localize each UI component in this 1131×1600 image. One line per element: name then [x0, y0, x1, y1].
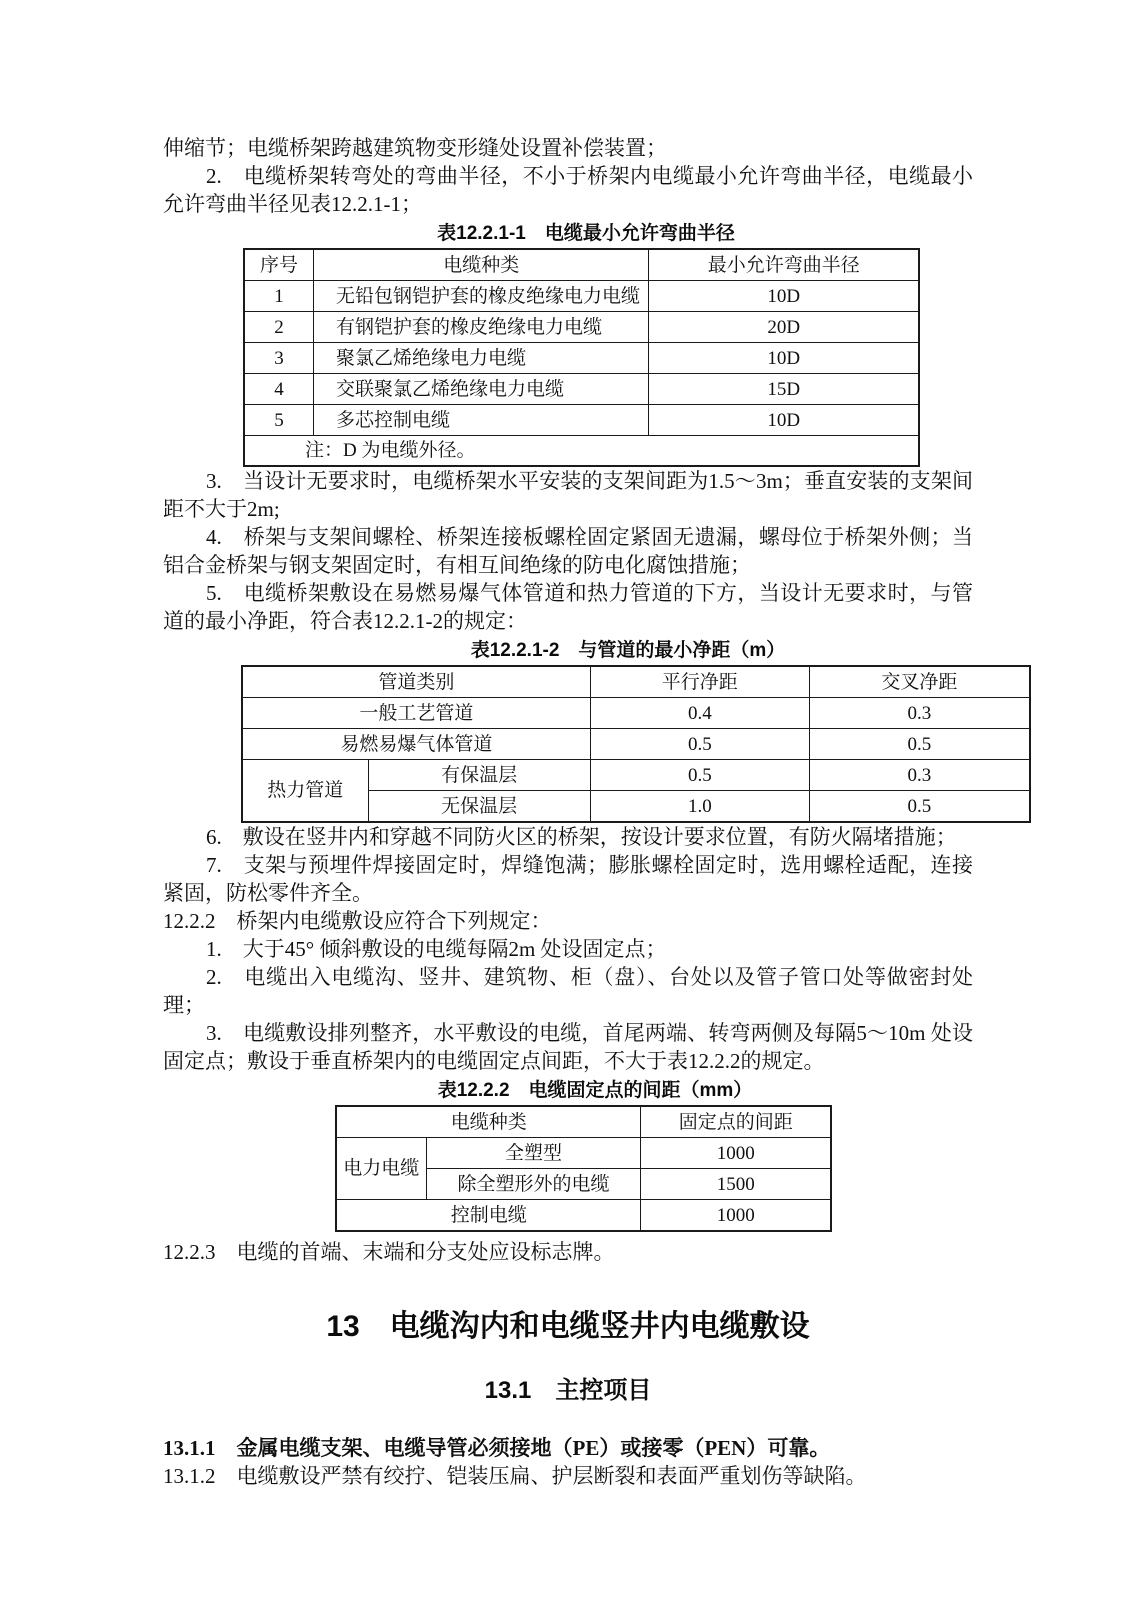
- sublist-item-1: 1. 大于45° 倾斜敷设的电缆每隔2m 处设固定点；: [206, 937, 667, 961]
- list-item-2: 2. 电缆桥架转弯处的弯曲半径，不小于桥架内电缆最小允许弯曲半径，电缆最小允许弯曲半径见表12.2.1-1；: [163, 164, 973, 216]
- table-header-row: [244, 249, 919, 281]
- cell-parallel: 0.5: [590, 729, 809, 760]
- cell-cross: 0.3: [809, 760, 1030, 791]
- table-row: [336, 1138, 831, 1169]
- table-row: [244, 281, 919, 312]
- cell-parallel: 0.4: [590, 698, 809, 729]
- table-caption-12-2-1-2: 表12.2.1-2 与管道的最小净距（m）: [470, 640, 786, 661]
- list-item-5: 5. 电缆桥架敷设在易燃易爆气体管道和热力管道的下方，当设计无要求时，与管道的最小净距，符合表12.2.1-2的规定：: [163, 581, 973, 633]
- sublist-item-3: 3. 电缆敷设排列整齐，水平敷设的电缆，首尾两端、转弯两侧及每隔5～10m 处设固定点；敷设于垂直桥架内的电缆固定点间距，不大于表12.2.2的规定。: [163, 1021, 973, 1073]
- cell-subtype: 除全塑形外的电缆: [426, 1169, 641, 1200]
- table-row: [244, 374, 919, 405]
- header-cell-cable-kind: 电缆种类: [336, 1106, 641, 1138]
- cell-no: 5: [244, 405, 314, 436]
- cell-radius: 15D: [649, 374, 919, 405]
- table-row: [242, 760, 1030, 791]
- cell-radius: 10D: [649, 281, 919, 312]
- table-row: [242, 729, 1030, 760]
- table-row: [336, 1200, 831, 1232]
- table-min-clearance-to-pipes: [241, 665, 1031, 823]
- table-note: 注：D 为电缆外径。: [244, 436, 919, 467]
- list-item-3: 3. 当设计无要求时，电缆桥架水平安装的支架间距为1.5～3m；垂直安装的支架间距不大于2m;: [163, 469, 973, 521]
- cell-no: 2: [244, 312, 314, 343]
- cell-subtype: 有保温层: [368, 760, 590, 791]
- cell-pipe-type: 易燃易爆气体管道: [242, 729, 590, 760]
- cell-spacing: 1000: [641, 1200, 831, 1232]
- list-item-7: 7. 支架与预埋件焊接固定时，焊缝饱满；膨胀螺栓固定时，选用螺栓适配，连接紧固，防松零件齐全。: [163, 853, 973, 905]
- cell-kind: 无铅包钢铠护套的橡皮绝缘电力电缆: [314, 281, 649, 312]
- cell-spacing: 1500: [641, 1169, 831, 1200]
- header-cell-parallel: 平行净距: [590, 666, 809, 698]
- clause-13-1-1: 13.1.1 金属电缆支架、电缆导管必须接地（PE）或接零（PEN）可靠。: [163, 1436, 831, 1460]
- cell-subtype: 全塑型: [426, 1138, 641, 1169]
- cell-cross: 0.3: [809, 698, 1030, 729]
- list-item-4: 4. 桥架与支架间螺栓、桥架连接板螺栓固定紧固无遗漏，螺母位于桥架外侧；当铝合金桥架与钢支架固定时，有相互间绝缘的防电化腐蚀措施；: [163, 525, 973, 577]
- cell-group-heat-pipe: 热力管道: [242, 760, 368, 823]
- table-row: [244, 312, 919, 343]
- table-row: [244, 343, 919, 374]
- cell-no: 1: [244, 281, 314, 312]
- paragraph-continuation: 伸缩节；电缆桥架跨越建筑物变形缝处设置补偿装置；: [163, 136, 667, 160]
- cell-radius: 10D: [649, 343, 919, 374]
- cell-parallel: 0.5: [590, 760, 809, 791]
- section-heading: 13.1 主控项目: [484, 1377, 652, 1404]
- cell-no: 4: [244, 374, 314, 405]
- table-row: [244, 405, 919, 436]
- header-cell-cross: 交叉净距: [809, 666, 1030, 698]
- cell-group-power-cable: 电力电缆: [336, 1138, 426, 1200]
- header-cell-spacing: 固定点的间距: [641, 1106, 831, 1138]
- cell-kind: 聚氯乙烯绝缘电力电缆: [314, 343, 649, 374]
- sublist-item-2: 2. 电缆出入电缆沟、竖井、建筑物、柜（盘）、台处以及管子管口处等做密封处理；: [163, 965, 973, 1017]
- cell-cross: 0.5: [809, 791, 1030, 823]
- table-header-row: [336, 1106, 831, 1138]
- header-cell-radius: 最小允许弯曲半径: [649, 249, 919, 281]
- clause-12-2-3: 12.2.3 电缆的首端、末端和分支处应设标志牌。: [163, 1240, 615, 1264]
- cell-kind: 交联聚氯乙烯绝缘电力电缆: [314, 374, 649, 405]
- header-cell-no: 序号: [244, 249, 314, 281]
- table-cable-fixing-point-spacing: [335, 1105, 832, 1232]
- table-row: [242, 698, 1030, 729]
- chapter-heading: 13 电缆沟内和电缆竖井内电缆敷设: [326, 1310, 810, 1343]
- table-cable-min-bend-radius: [243, 248, 920, 467]
- cell-spacing: 1000: [641, 1138, 831, 1169]
- cell-kind: 有钢铠护套的橡皮绝缘电力电缆: [314, 312, 649, 343]
- clause-12-2-2: 12.2.2 桥架内电缆敷设应符合下列规定：: [163, 909, 552, 933]
- list-item-6: 6. 敷设在竖井内和穿越不同防火区的桥架，按设计要求位置，有防火隔堵措施；: [206, 825, 957, 849]
- table-caption-12-2-2: 表12.2.2 电缆固定点的间距（mm）: [437, 1080, 753, 1101]
- cell-parallel: 1.0: [590, 791, 809, 823]
- cell-radius: 20D: [649, 312, 919, 343]
- table-caption-12-2-1-1: 表12.2.1-1 电缆最小允许弯曲半径: [437, 223, 735, 244]
- table-header-row: [242, 666, 1030, 698]
- clause-13-1-2: 13.1.2 电缆敷设严禁有绞拧、铠装压扁、护层断裂和表面严重划伤等缺陷。: [163, 1464, 867, 1488]
- cell-cross: 0.5: [809, 729, 1030, 760]
- cell-control-cable: 控制电缆: [336, 1200, 641, 1232]
- cell-kind: 多芯控制电缆: [314, 405, 649, 436]
- table-note-row: [244, 436, 919, 467]
- header-cell-kind: 电缆种类: [314, 249, 649, 281]
- cell-no: 3: [244, 343, 314, 374]
- header-cell-pipe-type: 管道类别: [242, 666, 590, 698]
- cell-radius: 10D: [649, 405, 919, 436]
- cell-subtype: 无保温层: [368, 791, 590, 823]
- cell-pipe-type: 一般工艺管道: [242, 698, 590, 729]
